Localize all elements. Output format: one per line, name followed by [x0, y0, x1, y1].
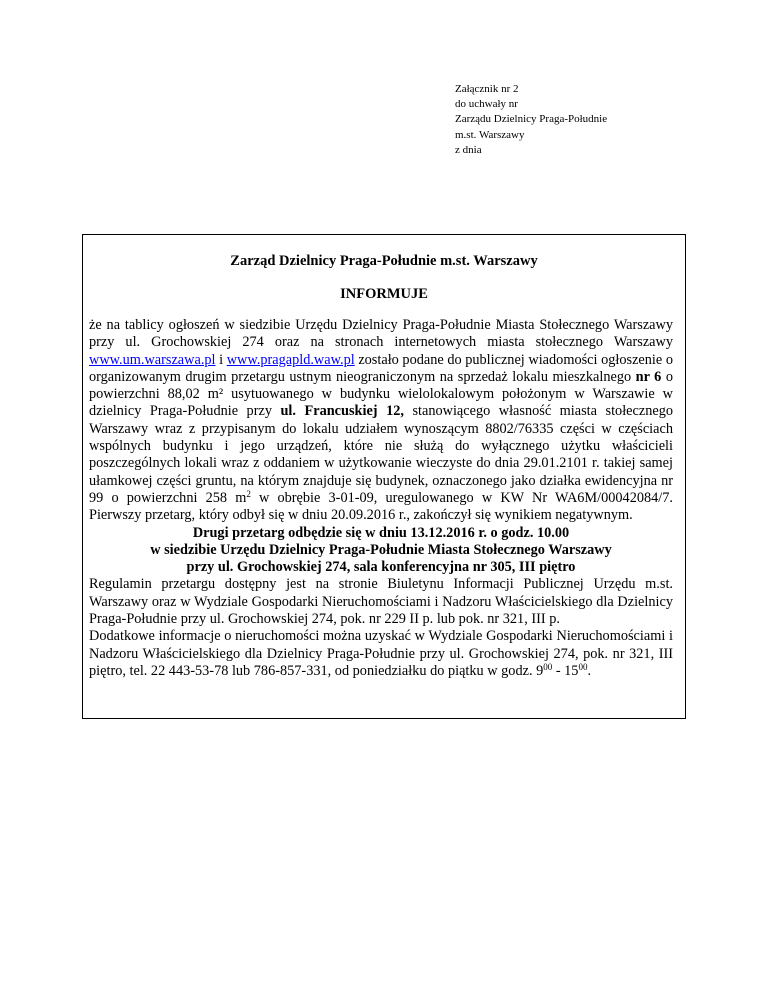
- apartment-number: nr 6: [635, 368, 662, 385]
- text-segment: Dodatkowe informacje o nieruchomości można uzyskać w Wydziale Gospodarki Nieruchomościami i Nadzoru Właścicielskiego dla Dzielnicy Praga-Południe przy ul. Grochowskiej 274, pok. nr 321, III piętro, tel. 22 443-53-78 lub 786-857-331, od poniedziałku do piątku w godz. 9: [89, 628, 673, 679]
- notice-paragraph-main: [89, 317, 673, 525]
- notice-title: Zarząd Dzielnicy Praga-Południe m.st. Warszawy: [230, 253, 538, 269]
- notice-box: [82, 234, 686, 719]
- rules-paragraph: Regulamin przetargu dostępny jest na stronie Biuletynu Informacji Publicznej Urzędu m.st. Warszawy oraz w Wydziale Gospodarki Nieruchomościami i Nadzoru Właścicielskiego dla Dzielnicy Praga-Południe przy ul. Grochowskiej 274, pok. nr 229 II p. lub pok. nr 321, III p.: [89, 576, 673, 628]
- auction-venue-line: w siedzibie Urzędu Dzielnicy Praga-Południe Miasta Stołecznego Warszawy: [150, 541, 612, 558]
- text-segment: w obrębie 3-01-09, uregulowanego w KW Nr WA6M/00042084/7. Pierwszy przetarg, który odbył się w dniu 20.09.2016 r., zakończył się wynikiem negatywnym.: [89, 489, 673, 524]
- superscript: 00: [578, 661, 588, 672]
- attachment-date: z dnia: [455, 143, 482, 156]
- text-segment: .: [587, 662, 592, 679]
- text-segment: że na tablicy ogłoszeń w siedzibie Urzędu Dzielnicy Praga-Południe Miasta Stołecznego Warszawy przy ul. Grochowskiej 274 oraz na stronach internetowych miasta stołecznego Warszawy: [89, 317, 673, 351]
- attachment-header: [455, 82, 607, 158]
- attachment-number: Załącznik nr 2: [455, 83, 519, 95]
- street-address: ul. Francuskiej 12,: [280, 403, 404, 420]
- board-name: Zarządu Dzielnicy Praga-Południe: [455, 113, 608, 126]
- text-segment: o powierzchni 88,02 m² usytuowanego w budynku wielolokalowym położonym w Warszawie w dzielnicy Praga-Południe przy: [89, 368, 673, 420]
- text-segment: i: [215, 351, 227, 368]
- text-segment: - 15: [552, 662, 579, 679]
- resolution-reference: do uchwały nr: [455, 98, 518, 111]
- text-segment: stanowiącego własność miasta stołecznego Warszawy wraz z przypisanym do lokalu udziałem wynoszącym 8802/76335 części w częściach wspólnych budynku i jego urządzeń, które nie służą do wyłącznego użytku właścicieli poszczególnych lokali wraz z oddaniem w użytkowanie wieczyste do dnia 29.01.2101 r. takiej samej ułamkowej części gruntu, na którym znajduje się budynek, oznaczonego jako działka ewidencyjna nr 99 o powierzchni 258 m: [89, 403, 673, 506]
- superscript: 00: [543, 661, 553, 672]
- auction-date-line: Drugi przetarg odbędzie się w dniu 13.12.2016 r. o godz. 10.00: [192, 524, 570, 541]
- city-name: m.st. Warszawy: [455, 128, 525, 141]
- link-um-warszawa[interactable]: www.um.warszawa.pl: [89, 351, 216, 368]
- notice-body: [89, 317, 673, 680]
- contact-paragraph: [89, 628, 673, 680]
- superscript: 2: [246, 488, 251, 499]
- notice-heading: INFORMUJE: [340, 286, 428, 302]
- auction-room-line: przy ul. Grochowskiej 274, sala konferencyjna nr 305, III piętro: [186, 559, 576, 576]
- text-segment: zostało podane do publicznej wiadomości ogłoszenie o organizowanym drugim przetargu ustnym nieograniczonym na sprzedaż lokalu mieszkalnego: [89, 351, 673, 385]
- link-pragapld[interactable]: www.pragapld.waw.pl: [226, 351, 355, 368]
